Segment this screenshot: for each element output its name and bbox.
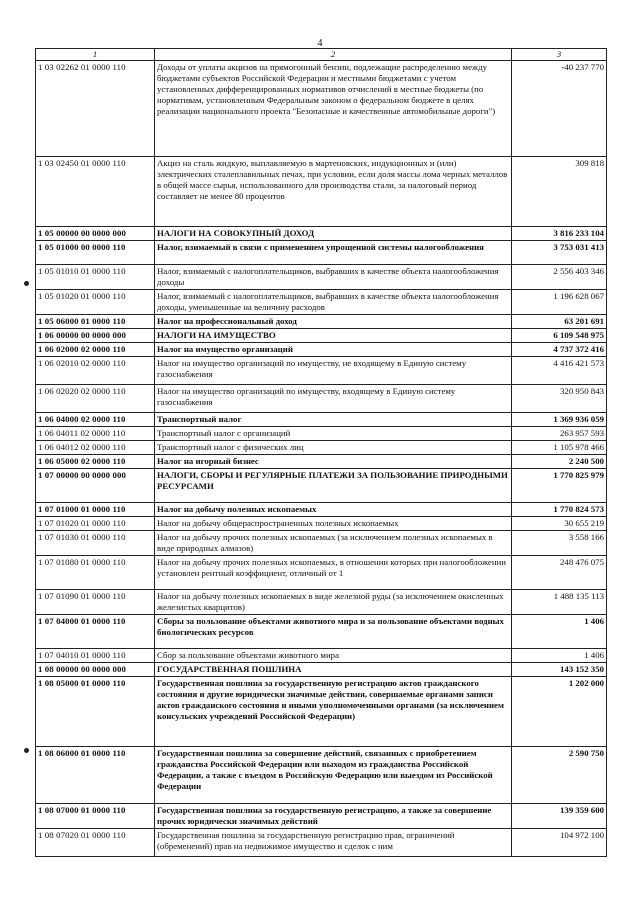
column-index-code: 1 <box>36 49 155 61</box>
revenue-description: Государственная пошлина за совершение действий, связанных с приобретением гражданства Российской Федерации или выходом из гражданства Российской Федерации, а также с въездом в Российскую Федерацию или выездом из Российской Федерации <box>155 747 512 804</box>
kbk-code: 1 06 04000 02 0000 110 <box>36 413 155 427</box>
revenue-amount: 1 196 628 067 <box>512 290 607 315</box>
revenue-amount: 4 737 372 416 <box>512 343 607 357</box>
table-row <box>36 61 607 157</box>
binding-hole-mark <box>24 281 29 286</box>
revenue-description: НАЛОГИ НА СОВОКУПНЫЙ ДОХОД <box>155 227 512 241</box>
kbk-code: 1 05 00000 00 0000 000 <box>36 227 155 241</box>
revenue-description: Транспортный налог с физических лиц <box>155 441 512 455</box>
kbk-code: 1 07 01030 01 0000 110 <box>36 531 155 556</box>
revenue-description: ГОСУДАРСТВЕННАЯ ПОШЛИНА <box>155 663 512 677</box>
revenue-description: Налог на добычу прочих полезных ископаемых, в отношении которых при налогообложении установлен рентный коэффициент, отличный от 1 <box>155 556 512 590</box>
revenue-amount: 139 359 600 <box>512 804 607 829</box>
revenue-amount: 248 476 075 <box>512 556 607 590</box>
kbk-code: 1 03 02262 01 0000 110 <box>36 61 155 157</box>
kbk-code: 1 03 02450 01 0000 110 <box>36 157 155 227</box>
column-index-row <box>36 49 607 61</box>
revenue-amount: 4 416 421 573 <box>512 357 607 385</box>
table-row <box>36 677 607 747</box>
revenue-amount: 3 753 031 413 <box>512 241 607 265</box>
revenue-amount: 320 950 843 <box>512 385 607 413</box>
table-row <box>36 441 607 455</box>
revenue-description: Налог на игорный бизнес <box>155 455 512 469</box>
kbk-code: 1 07 01000 01 0000 110 <box>36 503 155 517</box>
table-row <box>36 385 607 413</box>
revenue-description: Доходы от уплаты акцизов на прямогонный бензин, подлежащие распределению между бюджетами субъектов Российской Федерации и местными бюджетами с учетом установленных дифференцированных нормативов отчислений в местные бюджеты (по нормативам, установленным Федеральным законом о федеральном бюджете в целях реализации национального проекта "Безопасные и качественные автомобильные дороги") <box>155 61 512 157</box>
revenue-amount: 143 152 350 <box>512 663 607 677</box>
revenue-description: Налог на профессиональный доход <box>155 315 512 329</box>
revenue-description: Налог на добычу полезных ископаемых <box>155 503 512 517</box>
revenue-description: Налог, взимаемый с налогоплательщиков, выбравших в качестве объекта налогообложения доходы <box>155 265 512 290</box>
revenue-amount: 1 202 000 <box>512 677 607 747</box>
kbk-code: 1 07 01090 01 0000 110 <box>36 590 155 615</box>
kbk-code: 1 06 04011 02 0000 110 <box>36 427 155 441</box>
kbk-code: 1 06 02020 02 0000 110 <box>36 385 155 413</box>
table-row <box>36 590 607 615</box>
kbk-code: 1 08 00000 00 0000 000 <box>36 663 155 677</box>
revenue-description: Налог на добычу общераспространенных полезных ископаемых <box>155 517 512 531</box>
revenue-description: Налог, взимаемый с налогоплательщиков, выбравших в качестве объекта налогообложения доходы, уменьшенные на величину расходов <box>155 290 512 315</box>
kbk-code: 1 06 02010 02 0000 110 <box>36 357 155 385</box>
kbk-code: 1 05 01000 00 0000 110 <box>36 241 155 265</box>
kbk-code: 1 07 01020 01 0000 110 <box>36 517 155 531</box>
revenue-amount: -40 237 770 <box>512 61 607 157</box>
table-row <box>36 241 607 265</box>
revenue-amount: 1 105 978 466 <box>512 441 607 455</box>
kbk-code: 1 07 04000 01 0000 110 <box>36 615 155 649</box>
kbk-code: 1 05 06000 01 0000 110 <box>36 315 155 329</box>
revenue-amount: 30 655 219 <box>512 517 607 531</box>
kbk-code: 1 08 06000 01 0000 110 <box>36 747 155 804</box>
table-row <box>36 556 607 590</box>
kbk-code: 1 07 00000 00 0000 000 <box>36 469 155 503</box>
table-row <box>36 427 607 441</box>
revenue-description: Государственная пошлина за государственную регистрацию прав, ограничений (обременений) прав на недвижимое имущество и сделок с ним <box>155 829 512 857</box>
revenue-amount: 104 972 100 <box>512 829 607 857</box>
revenue-description: Налог на имущество организаций <box>155 343 512 357</box>
table-body <box>36 61 607 857</box>
kbk-code: 1 08 05000 01 0000 110 <box>36 677 155 747</box>
revenue-amount: 1 770 824 573 <box>512 503 607 517</box>
revenue-amount: 1 770 825 979 <box>512 469 607 503</box>
revenue-description: Налог, взимаемый в связи с применением упрощенной системы налогообложения <box>155 241 512 265</box>
column-index-description: 2 <box>155 49 512 61</box>
revenue-description: Государственная пошлина за государственную регистрацию, а также за совершение прочих юридически значимых действий <box>155 804 512 829</box>
table-row <box>36 343 607 357</box>
revenue-description: Транспортный налог с организаций <box>155 427 512 441</box>
revenue-table <box>35 48 607 857</box>
revenue-amount: 2 590 750 <box>512 747 607 804</box>
revenue-amount: 1 369 936 059 <box>512 413 607 427</box>
kbk-code: 1 07 01080 01 0000 110 <box>36 556 155 590</box>
revenue-amount: 1 406 <box>512 615 607 649</box>
kbk-code: 1 06 00000 00 0000 000 <box>36 329 155 343</box>
table-row <box>36 455 607 469</box>
table-row <box>36 290 607 315</box>
column-index-amount: 3 <box>512 49 607 61</box>
revenue-amount: 2 556 403 346 <box>512 265 607 290</box>
revenue-amount: 1 488 135 113 <box>512 590 607 615</box>
revenue-description: Сбор за пользование объектами животного мира <box>155 649 512 663</box>
revenue-amount: 1 406 <box>512 649 607 663</box>
revenue-description: Налог на имущество организаций по имуществу, входящему в Единую систему газоснабжения <box>155 385 512 413</box>
kbk-code: 1 06 04012 02 0000 110 <box>36 441 155 455</box>
kbk-code: 1 08 07020 01 0000 110 <box>36 829 155 857</box>
revenue-description: Акциз на сталь жидкую, выплавляемую в мартеновских, индукционных и (или) электрических сталеплавильных печах, при условии, если доля массы лома черных металлов в общей массе сырья, использованного для производства стали, за налоговый период составляет не менее 80 процентов <box>155 157 512 227</box>
kbk-code: 1 05 01010 01 0000 110 <box>36 265 155 290</box>
revenue-description: НАЛОГИ, СБОРЫ И РЕГУЛЯРНЫЕ ПЛАТЕЖИ ЗА ПОЛЬЗОВАНИЕ ПРИРОДНЫМИ РЕСУРСАМИ <box>155 469 512 503</box>
table-row <box>36 315 607 329</box>
kbk-code: 1 06 05000 02 0000 110 <box>36 455 155 469</box>
revenue-amount: 309 818 <box>512 157 607 227</box>
revenue-description: Налог на добычу полезных ископаемых в виде железной руды (за исключением окисленных железистых кварцитов) <box>155 590 512 615</box>
revenue-amount: 63 201 691 <box>512 315 607 329</box>
table-row <box>36 517 607 531</box>
table-row <box>36 357 607 385</box>
revenue-description: Транспортный налог <box>155 413 512 427</box>
revenue-description: Сборы за пользование объектами животного мира и за пользование объектами водных биологических ресурсов <box>155 615 512 649</box>
table-row <box>36 329 607 343</box>
table-row <box>36 265 607 290</box>
table-row <box>36 663 607 677</box>
table-row <box>36 747 607 804</box>
revenue-description: НАЛОГИ НА ИМУЩЕСТВО <box>155 329 512 343</box>
revenue-description: Налог на имущество организаций по имуществу, не входящему в Единую систему газоснабжения <box>155 357 512 385</box>
revenue-amount: 263 957 593 <box>512 427 607 441</box>
table-row <box>36 649 607 663</box>
revenue-amount: 6 109 548 975 <box>512 329 607 343</box>
table-row <box>36 615 607 649</box>
table-row <box>36 157 607 227</box>
revenue-amount: 3 558 166 <box>512 531 607 556</box>
table-row <box>36 829 607 857</box>
kbk-code: 1 08 07000 01 0000 110 <box>36 804 155 829</box>
table-row <box>36 804 607 829</box>
kbk-code: 1 06 02000 02 0000 110 <box>36 343 155 357</box>
table-row <box>36 227 607 241</box>
revenue-description: Государственная пошлина за государственную регистрацию актов гражданского состояния и другие юридически значимые действия, совершаемые органами записи актов гражданского состояния и иными уполномоченными органами (за исключением консульских учреждений Российской Федерации) <box>155 677 512 747</box>
table-row <box>36 531 607 556</box>
table-row <box>36 413 607 427</box>
kbk-code: 1 07 04010 01 0000 110 <box>36 649 155 663</box>
revenue-amount: 3 816 233 104 <box>512 227 607 241</box>
kbk-code: 1 05 01020 01 0000 110 <box>36 290 155 315</box>
revenue-amount: 2 240 500 <box>512 455 607 469</box>
table-row <box>36 503 607 517</box>
revenue-description: Налог на добычу прочих полезных ископаемых (за исключением полезных ископаемых в виде природных алмазов) <box>155 531 512 556</box>
table-row <box>36 469 607 503</box>
binding-hole-mark <box>24 748 29 753</box>
page-number: 4 <box>317 38 323 49</box>
